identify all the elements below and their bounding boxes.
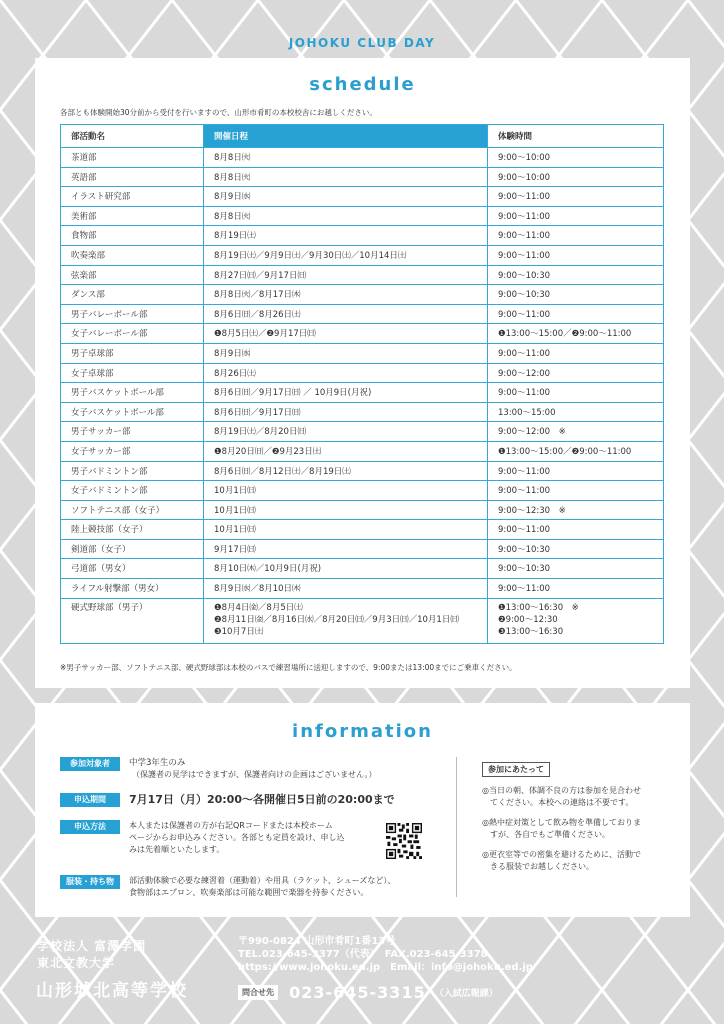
times-cell xyxy=(488,304,664,324)
club-name-cell: 男子バレーボール部 xyxy=(61,304,204,324)
times-cell xyxy=(488,285,664,305)
info-subnote: （保護者の見学はできますが、保護者向けの企画はございません。） xyxy=(132,770,377,779)
dates-cell xyxy=(204,539,488,559)
school-name: 山形城北高等学校 xyxy=(36,981,188,1001)
date-line: 8月8日㈫ xyxy=(214,172,251,183)
info-label: 服装・持ち物 xyxy=(60,875,120,889)
dates-cell xyxy=(204,598,488,643)
table-row xyxy=(61,539,664,559)
attention-line: すが、各自でもご準備ください。 xyxy=(482,830,610,839)
times-cell xyxy=(488,481,664,501)
date-line: 9月17日㈰ xyxy=(214,544,256,555)
info-value xyxy=(129,875,395,899)
date-line: 8月19日㈯／8月20日㈰ xyxy=(214,427,306,438)
web-email[interactable]: https://www.johoku.ed.jp Email：info@johoku.ed.jp xyxy=(238,962,533,973)
date-line: 8月9日㈬／8月10日㈭ xyxy=(214,584,301,595)
times-cell xyxy=(488,539,664,559)
contact-label: 問合せ先 xyxy=(238,985,278,1000)
time-line: 9:00〜12:30 ※ xyxy=(498,505,566,516)
date-line: ❶8月20日㈰／❷9月23日㈯ xyxy=(214,446,322,457)
table-row xyxy=(61,520,664,540)
date-line: 8月10日㈭／10月9日(月祝) xyxy=(214,564,322,575)
info-label: 申込期間 xyxy=(60,793,120,807)
date-line: 10月1日㈰ xyxy=(214,525,256,536)
club-name-cell: 弓道部（男女） xyxy=(61,559,204,579)
event-title: JOHOKU CLUB DAY xyxy=(288,36,436,50)
times-cell xyxy=(488,206,664,226)
table-row xyxy=(61,245,664,265)
club-name-cell: 女子卓球部 xyxy=(61,363,204,383)
dates-cell xyxy=(204,265,488,285)
times-cell xyxy=(488,520,664,540)
date-line: 8月6日㈰／8月12日㈯／8月19日㈯ xyxy=(214,466,351,477)
contact-phone-number[interactable]: 023-645-3315 xyxy=(289,983,426,1002)
club-name-cell: 英語部 xyxy=(61,167,204,187)
club-name-cell: 女子バスケットボール部 xyxy=(61,402,204,422)
times-cell xyxy=(488,245,664,265)
times-cell xyxy=(488,461,664,481)
schedule-heading: schedule xyxy=(309,74,416,95)
time-line: ❸13:00〜16:30 xyxy=(498,626,564,637)
club-name-cell: 美術部 xyxy=(61,206,204,226)
time-line: 9:00〜11:00 xyxy=(498,250,551,261)
dates-cell xyxy=(204,422,488,442)
attention-item xyxy=(482,817,672,841)
time-line: 9:00〜11:00 xyxy=(498,309,551,320)
club-name-cell: 男子バドミントン部 xyxy=(61,461,204,481)
schedule-note: 各部とも体験開始30分前から受付を行いますので、山形市肴町の本校校舎にお越しください。 xyxy=(60,108,377,117)
dates-cell xyxy=(204,324,488,344)
time-line: 9:00〜10:30 xyxy=(498,290,551,301)
club-name-cell: ソフトテニス部（女子） xyxy=(61,500,204,520)
attention-item xyxy=(482,785,672,809)
attention-line: きる服装でお越しください。 xyxy=(482,862,594,871)
club-name-cell: 硬式野球部（男子） xyxy=(61,598,204,643)
dates-cell xyxy=(204,245,488,265)
club-name-cell: 茶道部 xyxy=(61,148,204,168)
attention-line: ◎更衣室等での密集を避けるために、活動で xyxy=(482,850,641,859)
dates-cell xyxy=(204,167,488,187)
contact-department: （入試広報課） xyxy=(434,989,498,999)
phone-fax: TEL.023-645-3377（代表） FAX.023-645-3378 xyxy=(238,949,488,960)
club-name-cell: 女子サッカー部 xyxy=(61,441,204,461)
time-line: 9:00〜10:30 xyxy=(498,564,551,575)
info-row-clothing xyxy=(60,875,450,903)
time-line: 9:00〜11:00 xyxy=(498,211,551,222)
time-line: 9:00〜10:30 xyxy=(498,270,551,281)
times-cell xyxy=(488,402,664,422)
time-line: 9:00〜10:30 xyxy=(498,544,551,555)
date-line: ❷8月11日㈮／8月16日㈬／8月20日㈰／9月3日㈰／10月1日㈰ xyxy=(214,614,459,625)
footer xyxy=(0,917,724,1024)
schedule-footnote: ※男子サッカー部、ソフトテニス部、硬式野球部は本校のバスで練習場所に送迎しますので、9:00または13:00までにご乗車ください。 xyxy=(60,663,517,672)
dates-cell xyxy=(204,520,488,540)
time-line: 9:00〜11:00 xyxy=(498,192,551,203)
date-line: ❶8月5日㈯／❷9月17日㈰ xyxy=(214,329,316,340)
divider xyxy=(456,757,457,897)
organization-name: 学校法人 富澤学園 xyxy=(37,939,147,953)
time-line: 9:00〜10:00 xyxy=(498,172,551,183)
time-line: 9:00〜11:00 xyxy=(498,584,551,595)
info-label: 申込方法 xyxy=(60,820,120,834)
attention-panel xyxy=(482,757,672,873)
time-line: 9:00〜10:00 xyxy=(498,153,551,163)
attention-line: てください。本校への連絡は不要です。 xyxy=(482,798,634,807)
dates-cell xyxy=(204,285,488,305)
date-line: 8月8日㈫ xyxy=(214,153,251,163)
table-row xyxy=(61,304,664,324)
time-line: 9:00〜11:00 xyxy=(498,348,551,359)
club-name-cell: 陸上競技部（女子） xyxy=(61,520,204,540)
club-name-cell: 男子バスケットボール部 xyxy=(61,383,204,403)
time-line: 9:00〜12:00 xyxy=(498,368,551,379)
club-name-cell: 男子サッカー部 xyxy=(61,422,204,442)
club-name-cell: ライフル射撃部（男女） xyxy=(61,579,204,599)
dates-cell xyxy=(204,579,488,599)
table-row xyxy=(61,461,664,481)
info-line: 食物部はエプロン、吹奏楽部は可能な範囲で楽器を持参ください。 xyxy=(129,888,369,897)
dates-cell xyxy=(204,206,488,226)
date-line: 8月26日㈯ xyxy=(214,368,256,379)
club-name-cell: イラスト研究部 xyxy=(61,187,204,207)
times-cell xyxy=(488,579,664,599)
column-header-club: 部活動名 xyxy=(61,125,204,148)
table-row xyxy=(61,324,664,344)
dates-cell xyxy=(204,461,488,481)
info-value: 7月17日（月）20:00〜各開催日5日前の20:00まで xyxy=(129,793,395,806)
dates-cell xyxy=(204,148,488,168)
dates-cell xyxy=(204,402,488,422)
date-line: 8月19日㈯ xyxy=(214,231,256,242)
times-cell xyxy=(488,187,664,207)
table-row xyxy=(61,148,664,168)
times-cell xyxy=(488,500,664,520)
table-row xyxy=(61,579,664,599)
times-cell xyxy=(488,343,664,363)
dates-cell xyxy=(204,441,488,461)
club-name-cell: 男子卓球部 xyxy=(61,343,204,363)
table-row xyxy=(61,500,664,520)
university-name: 東北文教大学 xyxy=(37,956,116,970)
column-header-dates: 開催日程 xyxy=(204,125,488,148)
table-row xyxy=(61,226,664,246)
time-line: ❷9:00〜12:30 xyxy=(498,614,558,625)
date-line: 8月6日㈰／9月17日㈰ ／ 10月9日(月祝) xyxy=(214,388,372,399)
club-name-cell: 女子バドミントン部 xyxy=(61,481,204,501)
date-line: 10月1日㈰ xyxy=(214,505,256,516)
table-row xyxy=(61,363,664,383)
date-line: 10月1日㈰ xyxy=(214,486,256,497)
info-value: 中学3年生のみ xyxy=(129,758,186,768)
table-row xyxy=(61,187,664,207)
club-name-cell: ダンス部 xyxy=(61,285,204,305)
club-name-cell: 弦楽部 xyxy=(61,265,204,285)
information-card xyxy=(35,703,690,917)
dates-cell xyxy=(204,383,488,403)
attention-line: ◎熱中症対策として飲み物を準備しておりま xyxy=(482,818,641,827)
time-line: 13:00〜15:00 xyxy=(498,407,556,418)
information-heading: information xyxy=(292,721,433,742)
qr-code-icon[interactable] xyxy=(386,823,422,859)
info-line: 部活動体験で必要な練習着（運動着）や用具（ラケット、シューズなど）、 xyxy=(129,876,396,885)
attention-line: ◎当日の朝、体調不良の方は参加を見合わせ xyxy=(482,786,641,795)
times-cell xyxy=(488,148,664,168)
info-line: ページからお申込みください。各部とも定員を設け、申し込 xyxy=(129,833,345,842)
table-row xyxy=(61,383,664,403)
info-value xyxy=(129,820,345,856)
time-line: 9:00〜11:00 xyxy=(498,525,551,536)
times-cell xyxy=(488,598,664,643)
time-line: 9:00〜12:00 ※ xyxy=(498,427,566,438)
contact-info xyxy=(238,982,498,1002)
time-line: ❶13:00〜16:30 ※ xyxy=(498,602,579,613)
table-row xyxy=(61,402,664,422)
times-cell xyxy=(488,441,664,461)
time-line: 9:00〜11:00 xyxy=(498,466,551,477)
table-row xyxy=(61,265,664,285)
times-cell xyxy=(488,226,664,246)
date-line: 8月19日㈯／9月9日㈯／9月30日㈯／10月14日㈯ xyxy=(214,250,407,261)
times-cell xyxy=(488,363,664,383)
address: 〒990-0824 山形市肴町1番13号 xyxy=(238,936,396,947)
table-row xyxy=(61,343,664,363)
info-line: みは先着順といたします。 xyxy=(129,845,225,854)
date-line: ❸10月7日㈯ xyxy=(214,626,264,637)
table-row xyxy=(61,167,664,187)
date-line: 8月8日㈫／8月17日㈭ xyxy=(214,290,301,301)
info-line: 本人または保護者の方が右記QRコードまたは本校ホーム xyxy=(129,821,333,830)
table-row xyxy=(61,441,664,461)
dates-cell xyxy=(204,343,488,363)
info-label: 参加対象者 xyxy=(60,757,120,771)
dates-cell xyxy=(204,363,488,383)
time-line: 9:00〜11:00 xyxy=(498,388,551,399)
club-name-cell: 吹奏楽部 xyxy=(61,245,204,265)
schedule-card xyxy=(35,58,690,688)
table-row xyxy=(61,598,664,643)
dates-cell xyxy=(204,500,488,520)
table-row xyxy=(61,285,664,305)
time-line: ❶13:00〜15:00／❷9:00〜11:00 xyxy=(498,446,632,457)
date-line: 8月6日㈰／9月17日㈰ xyxy=(214,407,301,418)
column-header-times: 体験時間 xyxy=(488,125,664,148)
time-line: 9:00〜11:00 xyxy=(498,231,551,242)
date-line: ❶8月4日㈮／8月5日㈯ xyxy=(214,602,303,613)
club-name-cell: 女子バレーボール部 xyxy=(61,324,204,344)
time-line: ❶13:00〜15:00／❷9:00〜11:00 xyxy=(498,329,632,340)
date-line: 8月9日㈬ xyxy=(214,192,251,203)
dates-cell xyxy=(204,481,488,501)
date-line: 8月9日㈬ xyxy=(214,348,251,359)
dates-cell xyxy=(204,304,488,324)
times-cell xyxy=(488,324,664,344)
table-row xyxy=(61,422,664,442)
times-cell xyxy=(488,167,664,187)
attention-label: 参加にあたって xyxy=(482,762,550,777)
table-row xyxy=(61,206,664,226)
times-cell xyxy=(488,383,664,403)
date-line: 8月6日㈰／8月26日㈯ xyxy=(214,309,301,320)
dates-cell xyxy=(204,226,488,246)
info-row-application-period xyxy=(60,793,450,809)
table-row xyxy=(61,481,664,501)
attention-item xyxy=(482,849,672,873)
time-line: 9:00〜11:00 xyxy=(498,486,551,497)
times-cell xyxy=(488,559,664,579)
times-cell xyxy=(488,422,664,442)
schedule-table xyxy=(60,124,664,644)
table-row xyxy=(61,559,664,579)
club-name-cell: 食物部 xyxy=(61,226,204,246)
date-line: 8月27日㈰／9月17日㈰ xyxy=(214,270,306,281)
dates-cell xyxy=(204,559,488,579)
date-line: 8月8日㈫ xyxy=(214,211,251,222)
schedule-table-body xyxy=(61,148,664,644)
info-row-eligibility xyxy=(60,757,450,787)
dates-cell xyxy=(204,187,488,207)
club-name-cell: 剣道部（女子） xyxy=(61,539,204,559)
times-cell xyxy=(488,265,664,285)
